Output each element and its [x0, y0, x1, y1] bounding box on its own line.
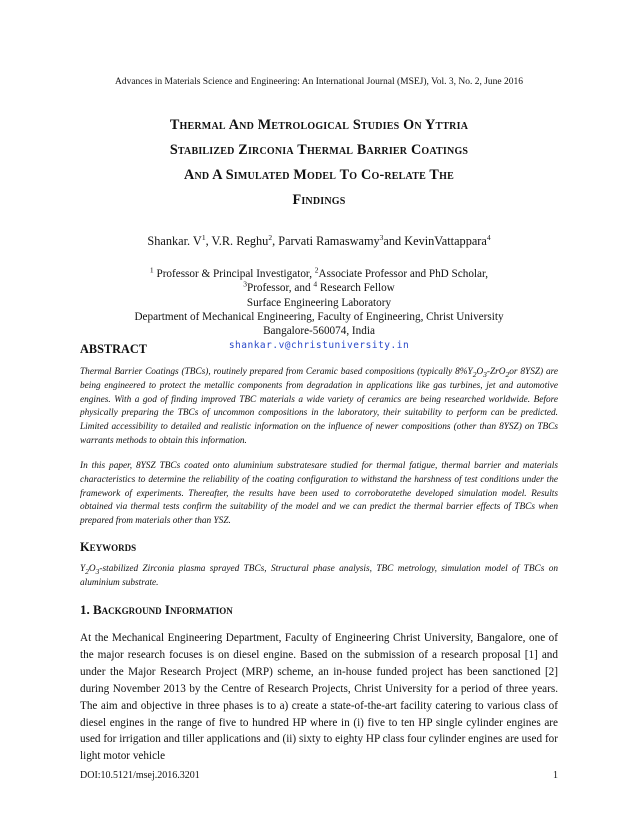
affil-mark-1: 1 — [149, 265, 154, 275]
affil-role-2: Associate Professor and PhD Scholar, — [318, 268, 489, 280]
author-3-mark: 3 — [379, 232, 384, 242]
affil-role-1: Professor & Principal Investigator, — [153, 268, 315, 280]
running-head: Advances in Materials Science and Engineering: An International Journal (MSEJ), Vol. 3, No. 2, June 2016 — [114, 77, 524, 87]
author-3: , Parvati Ramaswamy — [272, 234, 380, 248]
affil-role-3: Professor, and — [246, 282, 314, 295]
abstract-p1-sub-1: 2 — [472, 369, 477, 379]
keywords-heading: Keywords — [80, 540, 137, 554]
affil-role-4: Research Fellow — [317, 282, 395, 295]
abstract-p1-text-d: or 8YSZ) are being engineered to protect the metallic components from degradation in applications like gas turbines, jet and automotive engines. With a god of finding improved TBC materials a wide variety of ceramics are being researched worldwide. Before physically preparing the TBCs of uncommon compositions in the laboratory, their suitability to perform can be predicted. Limited accessibility to detailed and realistic information on the influence of newer compositions (other than 8YSZ) on TBCs warrants methods to obtain this information. — [80, 367, 558, 446]
title-line-1: Thermal And Metrological Studies On Yttria — [169, 117, 469, 133]
affil-mark-4: 4 — [313, 279, 318, 289]
author-4: and KevinVattappara — [383, 234, 487, 248]
affiliation-department: Department of Mechanical Engineering, Faculty of Engineering, Christ University — [134, 310, 504, 323]
keywords-text — [80, 563, 558, 591]
keywords-text-c: -stabilized Zirconia plasma sprayed TBCs, Structural phase analysis, TBC metrology, simulation model of TBCs on aluminium substrate. — [80, 564, 558, 588]
author-email-link[interactable]: shankar.v@christuniversity.in — [228, 340, 410, 352]
affiliation-line-1 — [60, 267, 578, 281]
title-line-3: And A Simulated Model To Co-relate The — [184, 167, 454, 183]
affil-mark-2: 2 — [314, 265, 319, 275]
author-list — [0, 234, 638, 249]
keywords-text-b: O — [88, 564, 96, 574]
abstract-paragraph-1 — [80, 366, 558, 449]
abstract-heading: ABSTRACT — [80, 342, 147, 356]
author-1: Shankar. V — [147, 234, 202, 248]
keywords-text-a: Y — [80, 564, 86, 574]
abstract-p1-text-a: Thermal Barrier Coatings (TBCs), routinely prepared from Ceramic based compositions (typically 8%Y — [80, 367, 473, 377]
title-line-2: Stabilized Zirconia Thermal Barrier Coatings — [169, 142, 469, 158]
author-2: , V.R. Reghu — [205, 234, 269, 248]
page-number: 1 — [553, 770, 558, 781]
paper-title — [100, 113, 538, 213]
section-1-heading: 1. Background Information — [80, 602, 233, 617]
abstract-p1-text-b: O — [476, 367, 484, 377]
author-4-mark: 4 — [486, 232, 491, 242]
section-1-body: At the Mechanical Engineering Department, Faculty of Engineering Christ University, Bangalore, one of the major research focuses is on diesel engine. Based on the submission of a research proposal [1] and under the Major Research Project (MRP) scheme, an in-house funded project has been sanctioned [2] during November 2013 by the Centre of Research Projects, Christ University for a period of three years. The aim and objective in three phases is to a) create a state-of-the-art facility catering to various class of diesel engines in the range of five to hundred HP where in (i) five to ten HP single cylinder engines are used for irrigation and tiller applications and (ii) sixty to eighty HP class four cylinder engines are used for light motor vehicle — [80, 632, 558, 763]
title-line-4: Findings — [292, 192, 346, 208]
abstract-p1-sub-2: 3 — [483, 369, 487, 379]
affiliation-block — [60, 267, 578, 354]
abstract-p1-sub-3: 2 — [505, 369, 510, 379]
affil-mark-3: 3 — [243, 279, 247, 289]
author-1-mark: 1 — [201, 232, 206, 242]
abstract-p1-text-c: -ZrO — [486, 367, 506, 377]
keywords-sub-1: 2 — [85, 566, 89, 576]
affiliation-lab: Surface Engineering Laboratory — [246, 296, 392, 309]
author-2-mark: 2 — [268, 232, 273, 242]
affiliation-city: Bangalore-560074, India — [263, 325, 375, 338]
abstract-paragraph-2: In this paper, 8YSZ TBCs coated onto aluminium substratesare studied for thermal fatigue, thermal barrier and materials characteristics to determine the reliability of the coating configuration to withstand the harshness of test conditions under the framework of experiments. Thereafter, the results have been used to corroboratethe developed simulation model. Results obtained via thermal tests confirm the suitability of the model and we can predict the thermal barrier effects of TBCs when prepared from materials other than YSZ. — [80, 461, 558, 527]
doi-label: DOI:10.5121/msej.2016.3201 — [80, 770, 200, 781]
keywords-sub-2: 3 — [95, 566, 100, 576]
affiliation-line-2 — [60, 281, 578, 295]
